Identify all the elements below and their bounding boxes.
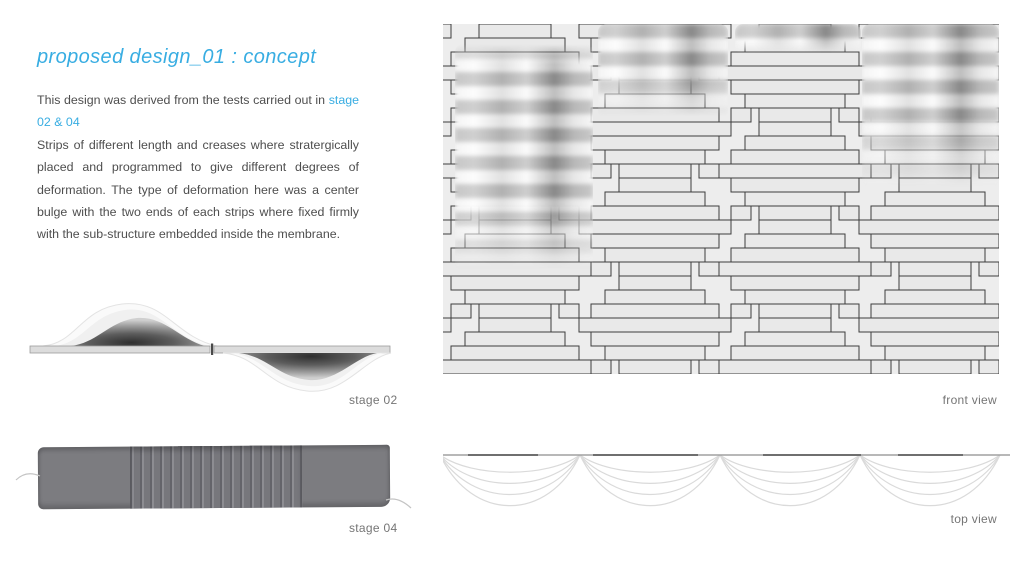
loose-thread-left	[14, 462, 44, 488]
intro-text: This design was derived from the tests carried out in	[37, 93, 329, 107]
loose-thread-right	[384, 492, 414, 518]
membrane-bulge-overlay	[735, 24, 861, 54]
stage02-section-diagram	[25, 295, 395, 395]
intro-paragraph	[37, 89, 359, 134]
front-view-pattern	[443, 24, 999, 374]
description-paragraph: Strips of different length and creases where stratergically placed and programmed to give different degrees of deformation. The type of deformation here was a center bulge with the two ends of each strips where fixed firmly with the sub-structure embedded inside the membrane.	[37, 137, 359, 242]
left-strip	[30, 346, 210, 353]
stage04-label: stage 04	[349, 521, 398, 535]
stage02-label: stage 02	[349, 393, 398, 407]
strip-joint	[211, 344, 213, 356]
stage04-pleated-zone	[130, 445, 302, 508]
membrane-bulge-overlay	[862, 24, 999, 192]
front-view-label: front view	[942, 393, 997, 407]
stage04-fabric-strip	[38, 445, 390, 509]
right-strip	[214, 346, 390, 353]
top-view-label: top view	[950, 512, 997, 526]
page-title: proposed design_01 : concept	[37, 46, 317, 69]
stage-reference-link: stage 02 & 04	[37, 93, 359, 130]
body-text	[37, 89, 359, 246]
membrane-bulge-overlay	[598, 24, 728, 119]
top-view-diagram	[443, 451, 1010, 515]
membrane-bulge-overlay	[455, 44, 593, 274]
